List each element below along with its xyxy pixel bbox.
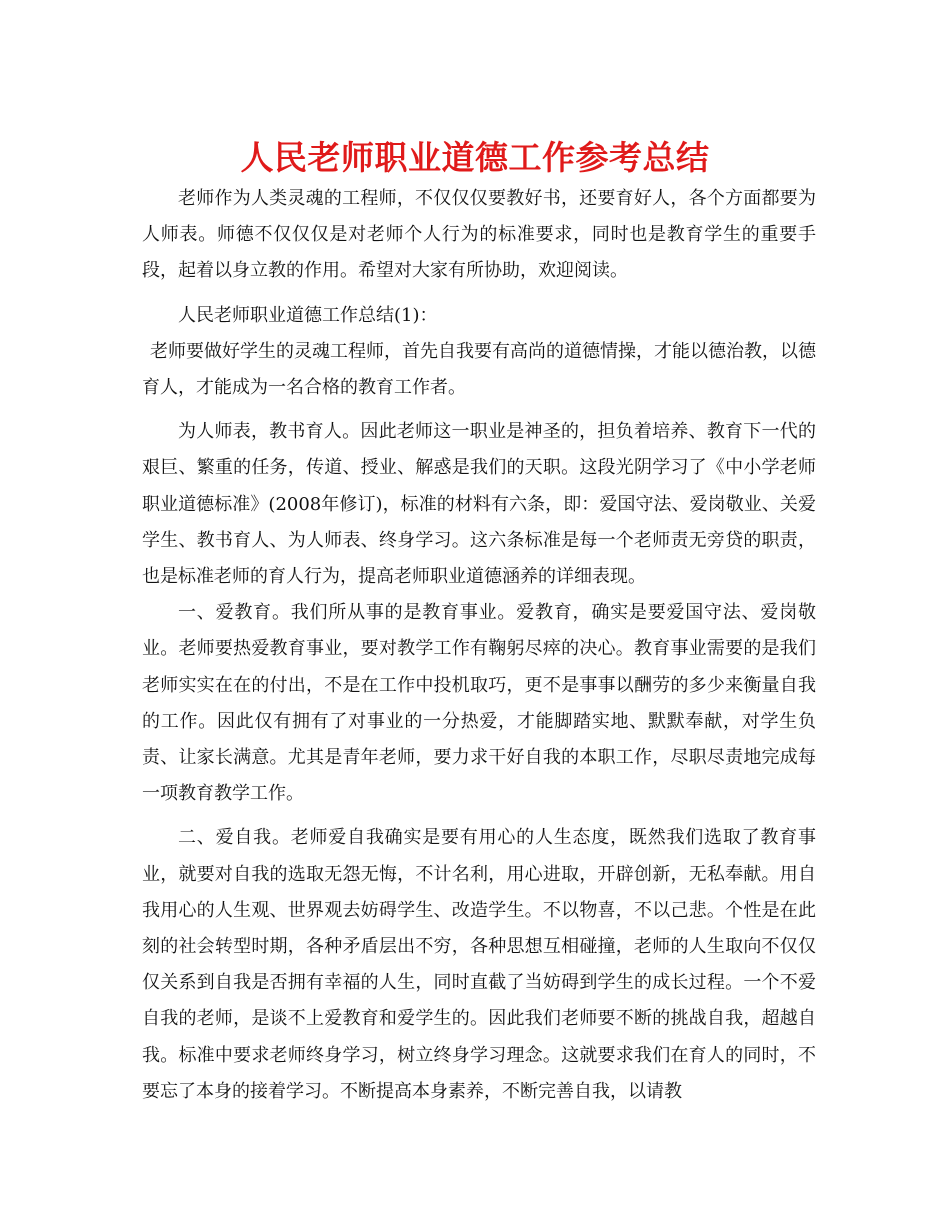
paragraph-4: 二、爱自我。老师爱自我确实是要有用心的人生态度，既然我们选取了教育事业，就要对自我的选取无怨无悔，不计名利，用心进取，开辟创新，无私奉献。用自我用心的人生观、世界观去妨碍学生、改造学生。不以物喜，不以己悲。个性是在此刻的社会转型时期，各种矛盾层出不穷，各种思想互相碰撞，老师的人生取向不仅仅仅关系到自我是否拥有幸福的人生，同时直截了当妨碍到学生的成长过程。一个不爱自我的老师，是谈不上爱教育和爱学生的。因此我们老师要不断的挑战自我，超越自我。标准中要求老师终身学习，树立终身学习理念。这就要求我们在育人的同时，不要忘了本身的接着学习。不断提高本身素养，不断完善自我，以请教: [142, 827, 816, 1102]
paragraph-1: 老师要做好学生的灵魂工程师，首先自我要有高尚的道德情操，才能以德治教，以德育人，才能成为一名合格的教育工作者。: [142, 340, 816, 399]
paragraph-3: 一、爱教育。我们所从事的是教育事业。爱教育，确实是要爱国守法、爱岗敬业。老师要热爱教育事业，要对教学工作有鞠躬尽瘁的决心。教育事业需要的是我们老师实实在在的付出，不是在工作中投机取巧，更不是事事以酬劳的多少来衡量自我的工作。因此仅有拥有了对事业的一分热爱，才能脚踏实地、默默奉献，对学生负责、让家长满意。尤其是青年老师，要力求干好自我的本职工作，尽职尽责地完成每一项教育教学工作。: [142, 602, 816, 805]
paragraph-section-heading: 人民老师职业道德工作总结(1)：: [178, 304, 438, 326]
document-title: 人民老师职业道德工作参考总结: [240, 138, 710, 177]
paragraph-2: 为人师表，教书育人。因此老师这一职业是神圣的，担负着培养、教育下一代的艰巨、繁重的任务，传道、授业、解惑是我们的天职。这段光阴学习了《中小学老师职业道德标准》(2008年修订)，标准的材料有六条，即：爱国守法、爱岗敬业、关爱学生、教书育人、为人师表、终身学习。这六条标准是每一个老师责无旁贷的职责，也是标准老师的育人行为，提高老师职业道德涵养的详细表现。: [142, 421, 816, 588]
paragraph-intro: 老师作为人类灵魂的工程师，不仅仅仅要教好书，还要育好人，各个方面都要为人师表。师德不仅仅仅是对老师个人行为的标准要求，同时也是教育学生的重要手段，起着以身立教的作用。希望对大家有所协助，欢迎阅读。: [142, 188, 816, 282]
document-body: [142, 181, 816, 1110]
